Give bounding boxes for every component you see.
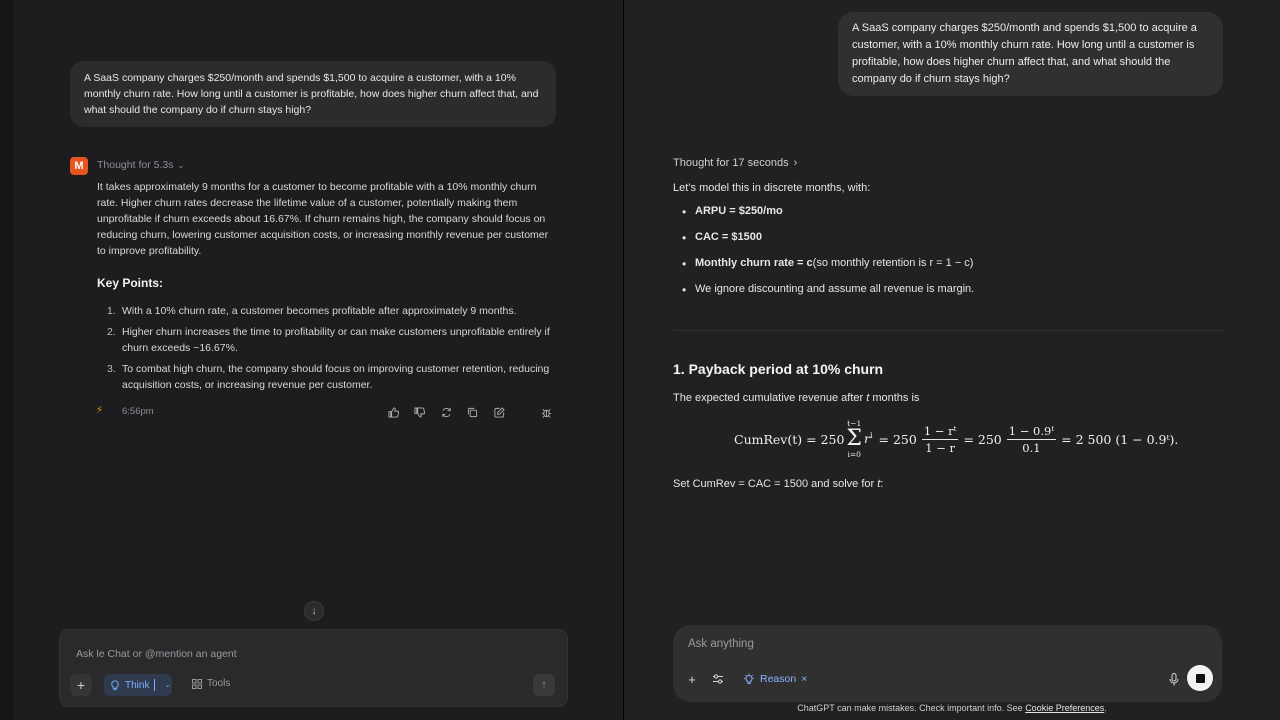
regenerate-icon[interactable] [439,405,453,419]
reason-label: Reason [760,673,797,685]
stop-generating-button[interactable] [1187,665,1213,691]
expected-revenue-text: The expected cumulative revenue after t months is [673,392,920,404]
microphone-icon[interactable] [1165,670,1183,688]
list-item: 1. With a 10% churn rate, a customer becomes profitable after approximately 9 months. [107,305,517,317]
copy-icon[interactable] [465,405,479,419]
edit-icon[interactable] [492,405,506,419]
reason-toggle[interactable] [743,669,807,689]
window-edge [0,0,14,720]
divider [154,679,155,691]
sliders-icon[interactable] [709,670,727,688]
user-message-bubble: A SaaS company charges $250/month and spends $1,500 to acquire a customer, with a 10% monthly churn rate. How long until a customer is profitable, how does higher churn affect that, and what should the company do if churn stays high? [838,12,1223,96]
chatgpt-composer [673,625,1222,702]
plus-icon[interactable]: + [688,671,696,687]
list-item: • ARPU = $250/mo [682,205,783,219]
lightbulb-icon [110,680,120,691]
le-chat-composer [59,629,568,707]
list-item: • CAC = $1500 [682,231,762,245]
close-icon[interactable]: × [801,673,808,685]
disclaimer-footer: ChatGPT can make mistakes. Check important info. See Cookie Preferences. [797,703,1107,713]
list-item: 3. To combat high churn, the company should focus on improving customer retention, reducing acquisition costs, or increasing revenue per customer. [107,363,550,391]
think-toggle-button[interactable] [104,674,172,696]
assumptions-list [682,205,974,309]
fraction: $\frac{\text{1 − rᵗ}}{1 - r}$ [923,423,957,455]
section-divider [673,330,1224,331]
message-meta-bar [96,405,558,419]
chevron-right-icon: › [793,157,798,169]
thought-toggle[interactable] [673,157,797,169]
chatgpt-pane [624,0,1280,720]
le-chat-pane [0,0,623,720]
key-points-list [107,303,559,398]
scroll-to-bottom-button[interactable] [304,601,324,621]
cookie-preferences-link[interactable]: Cookie Preferences [1025,703,1105,713]
plus-icon: + [76,677,86,693]
thumbs-up-icon[interactable] [386,405,400,419]
thumbs-down-icon[interactable] [412,405,426,419]
section-heading: 1. Payback period at 10% churn [673,361,884,377]
summation: t−1 Σ i=0 [846,419,862,459]
chat-input[interactable]: Ask anything [688,638,754,650]
chevron-down-icon[interactable]: ⌄ [164,682,171,689]
stop-icon [1196,674,1205,683]
thought-label: Thought for 17 seconds [673,157,789,169]
fraction: $\frac{\text{1 − 0.9ᵗ}}{0.1}$ [1008,423,1055,455]
message-timestamp: 6:56pm [122,406,154,417]
list-item: 2. Higher churn increases the time to profitability or can make customers unprofitable entirely if churn exceeds ~16.67%. [107,326,550,354]
intro-text: Let’s model this in discrete months, with: [673,182,871,194]
add-attachment-button[interactable] [70,674,92,696]
thought-toggle[interactable] [97,159,184,171]
thought-label: Thought for 5.3s [97,159,174,171]
chevron-down-icon: ⌄ [177,160,185,170]
grid-icon [192,679,202,689]
bug-report-icon[interactable] [539,405,553,419]
bolt-icon: ⚡ [96,405,104,416]
assistant-avatar: M [70,157,88,175]
tools-label: Tools [207,678,231,689]
list-item: • We ignore discounting and assume all revenue is margin. [682,283,975,297]
key-points-heading: Key Points: [97,276,164,290]
lightbulb-icon [743,673,755,685]
solve-text: Set CumRev = CAC = 1500 and solve for t: [673,478,884,490]
cumulative-revenue-formula: CumRev(t) = 250 t−1 Σ i=0 $r^i$ = 250 $\frac{\text{1 − rᵗ}}{1 - r}$ = 250 $\frac{\text{1 − 0.9ᵗ}}{0.1}$ = 2 500 (1 − 0.9ᵗ). [734,419,1179,459]
chat-input[interactable]: Ask le Chat or @mention an agent [76,648,237,660]
arrow-up-icon: ↑ [541,679,547,691]
send-button[interactable] [533,674,555,696]
list-item: • Monthly churn rate = c (so monthly retention is r = 1 − c) [682,257,974,271]
assistant-answer: It takes approximately 9 months for a customer to become profitable with a 10% monthly churn rate. Higher churn rates decrease the lifetime value of a customer, potentially making them unprofitable if churn exceeds about 16.67%. If churn remains high, the company should focus on reducing churn, lowering customer acquisition costs, or increasing monthly revenue per customer to improve profitability. [97,181,549,257]
think-label: Think [125,679,150,691]
arrow-down-icon: ↓ [311,605,317,617]
user-message-bubble: A SaaS company charges $250/month and spends $1,500 to acquire a customer, with a 10% monthly churn rate. How long until a customer is profitable, how does higher churn affect that, and what should the company do if churn stays high? [70,61,556,127]
tools-button[interactable] [192,678,230,689]
